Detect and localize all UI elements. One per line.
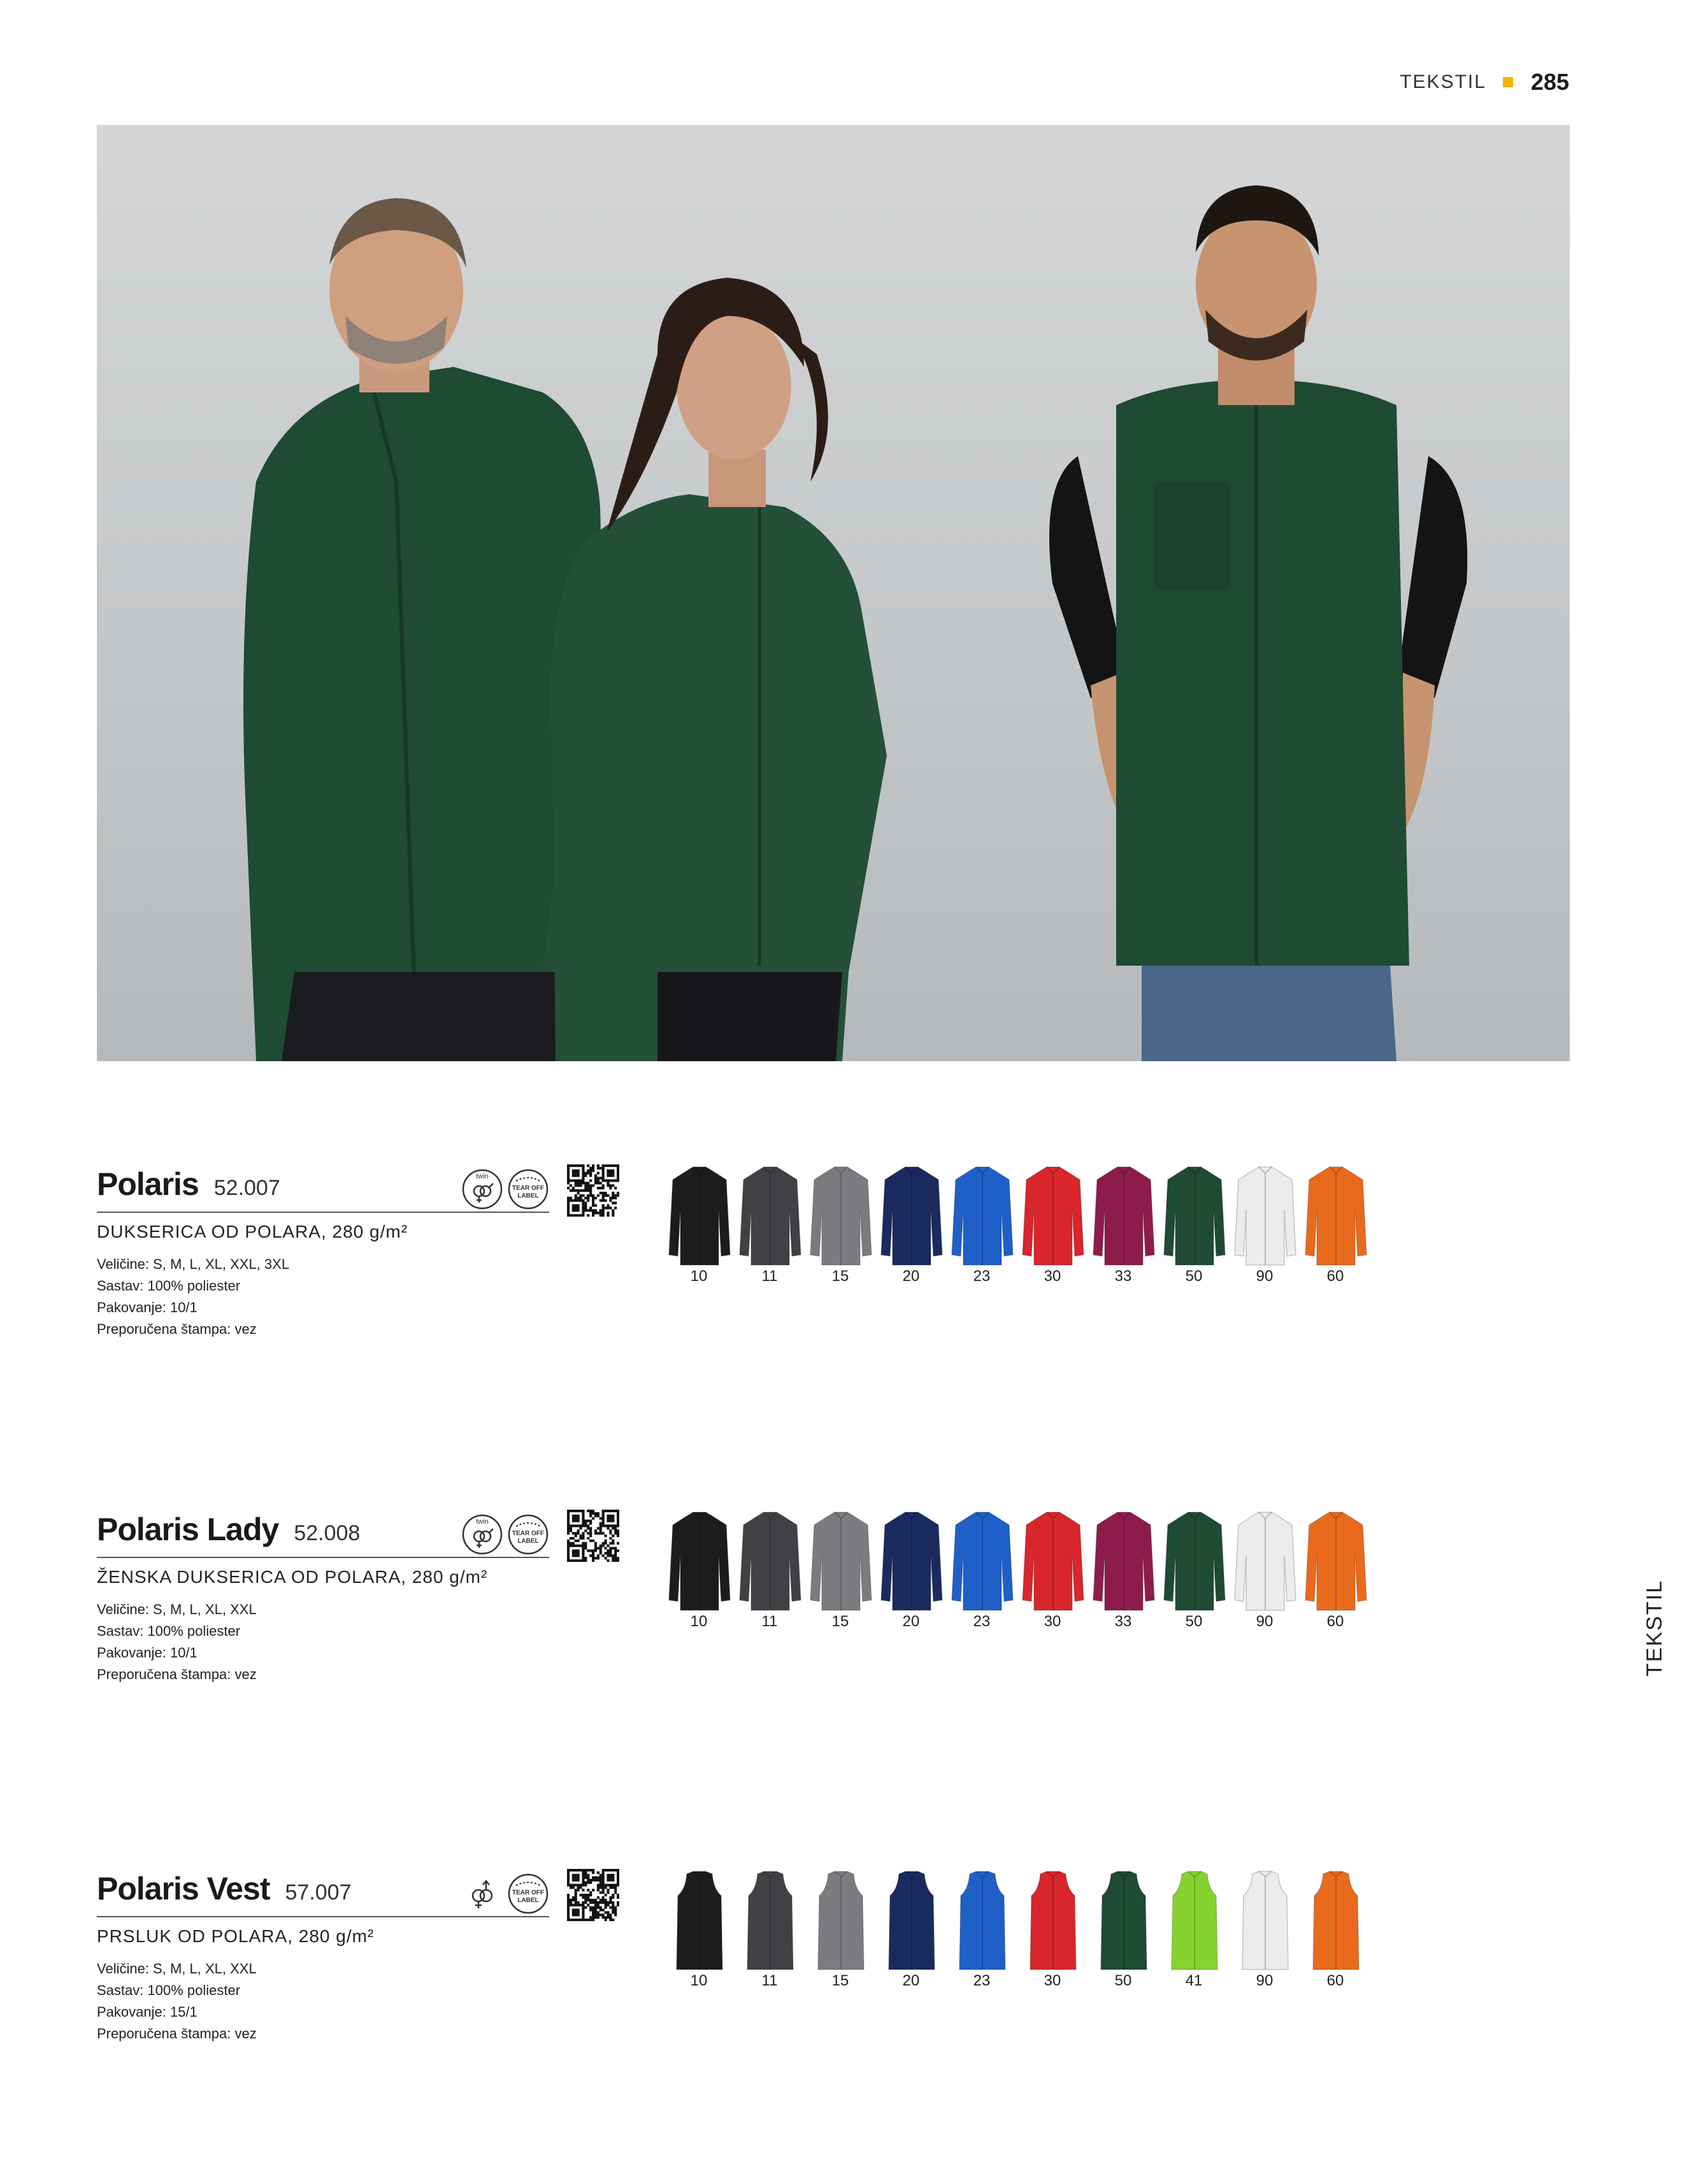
color-code: 11 [761,1268,778,1285]
model-man-vest [1049,185,1467,1061]
color-swatch[interactable] [664,1511,734,1632]
svg-text:twin: twin [476,1173,489,1180]
twin-gender-icon [461,1168,503,1210]
svg-text:LABEL: LABEL [517,1192,539,1199]
qr-code-icon[interactable] [567,1164,619,1217]
color-swatch[interactable] [947,1511,1017,1632]
color-swatch[interactable] [1159,1870,1229,1991]
unisex-gender-icon [461,1873,503,1915]
color-swatch[interactable] [1159,1511,1229,1632]
color-swatch[interactable] [1088,1870,1158,1991]
twin-gender-icon [461,1513,503,1556]
svg-text:TEAR OFF: TEAR OFF [512,1185,544,1192]
color-swatch[interactable] [664,1166,734,1287]
color-code: 50 [1114,1972,1132,1989]
product-code: 52.007 [213,1176,280,1200]
color-swatch[interactable] [735,1870,805,1991]
color-swatch-row [664,1870,1428,1998]
qr-code-icon[interactable] [567,1869,619,1921]
color-code: 60 [1326,1613,1344,1630]
color-swatch[interactable] [1300,1511,1370,1632]
color-swatch[interactable] [805,1511,875,1632]
product-block [97,1166,1435,1357]
color-code: 50 [1185,1613,1203,1630]
color-swatch[interactable] [947,1870,1017,1991]
color-swatch[interactable] [1230,1511,1300,1632]
side-section-label: TEKSTIL [1642,1580,1667,1677]
page-number: 285 [1530,69,1569,95]
product-spec: Veličine: S, M, L, XL, XXL, 3XL [97,1256,290,1272]
color-code: 90 [1256,1613,1274,1630]
color-code: 20 [902,1268,920,1285]
color-swatch[interactable] [805,1870,875,1991]
section-marker [1503,77,1513,87]
color-code: 11 [761,1613,778,1630]
color-code: 10 [690,1268,708,1285]
product-title [97,1166,280,1203]
color-code: 30 [1044,1972,1061,1989]
color-swatch[interactable] [1088,1166,1158,1287]
product-code: 52.008 [294,1521,361,1545]
color-swatch[interactable] [947,1166,1017,1287]
color-swatch[interactable] [1017,1511,1087,1632]
tear-off-label-icon [507,1168,549,1210]
svg-text:LABEL: LABEL [517,1538,539,1545]
product-name: Polaris [97,1166,199,1202]
svg-text:TEAR OFF: TEAR OFF [512,1889,544,1896]
product-spec: Veličine: S, M, L, XL, XXL [97,1961,257,1977]
color-code: 50 [1185,1268,1203,1285]
color-code: 90 [1256,1268,1274,1285]
product-block [97,1511,1435,1702]
product-spec: Preporučena štampa: vez [97,2026,257,2042]
product-subtitle: DUKSERICA OD POLARA, 280 g/m² [97,1222,408,1241]
product-subtitle: PRSLUK OD POLARA, 280 g/m² [97,1926,375,1946]
color-swatch[interactable] [805,1166,875,1287]
product-name: Polaris Vest [97,1871,270,1906]
svg-text:twin: twin [476,1518,489,1526]
color-swatch-row [664,1511,1428,1638]
color-code: 15 [831,1972,849,1989]
color-swatch-row [664,1166,1428,1293]
product-spec: Preporučena štampa: vez [97,1321,257,1337]
product-spec: Pakovanje: 15/1 [97,2004,197,2020]
color-code: 30 [1044,1268,1061,1285]
color-swatch[interactable] [664,1870,734,1991]
product-title [97,1870,352,1907]
tear-off-label-icon [507,1873,549,1915]
color-code: 33 [1114,1613,1132,1630]
product-spec: Preporučena štampa: vez [97,1666,257,1682]
color-code: 90 [1256,1972,1274,1989]
color-code: 10 [690,1613,708,1630]
product-specs [97,1599,257,1685]
color-swatch[interactable] [1088,1511,1158,1632]
color-code: 15 [831,1613,849,1630]
hero-photo [97,125,1570,1061]
title-divider [97,1557,549,1558]
color-code: 41 [1185,1972,1203,1989]
svg-text:LABEL: LABEL [517,1897,539,1904]
product-specs [97,1254,289,1340]
model-woman-jacket [543,278,887,1061]
color-code: 15 [831,1268,849,1285]
color-code: 20 [902,1613,920,1630]
color-swatch[interactable] [876,1870,946,1991]
section-name: TEKSTIL [1400,71,1486,92]
color-code: 23 [973,1613,991,1630]
product-spec: Pakovanje: 10/1 [97,1645,197,1661]
color-swatch[interactable] [876,1166,946,1287]
color-swatch[interactable] [1017,1166,1087,1287]
page-header [1400,69,1569,96]
tear-off-label-icon [507,1513,549,1556]
svg-text:TEAR OFF: TEAR OFF [512,1530,544,1537]
color-swatch[interactable] [876,1511,946,1632]
product-spec: Sastav: 100% poliester [97,1982,241,1998]
color-code: 60 [1326,1268,1344,1285]
product-spec: Sastav: 100% poliester [97,1623,241,1639]
color-code: 60 [1326,1972,1344,1989]
product-block [97,1870,1435,2061]
product-specs [97,1958,257,2045]
color-code: 23 [973,1972,991,1989]
product-subtitle: ŽENSKA DUKSERICA OD POLARA, 280 g/m² [97,1567,488,1587]
title-divider [97,1212,549,1213]
color-code: 10 [690,1972,708,1989]
color-swatch[interactable] [1300,1870,1370,1991]
product-code: 57.007 [285,1880,352,1905]
color-swatch[interactable] [1159,1166,1229,1287]
color-code: 23 [973,1268,991,1285]
title-divider [97,1916,549,1917]
color-swatch[interactable] [1300,1166,1370,1287]
color-swatch[interactable] [735,1166,805,1287]
color-swatch[interactable] [1230,1870,1300,1991]
product-spec: Pakovanje: 10/1 [97,1299,197,1315]
color-code: 30 [1044,1613,1061,1630]
color-swatch[interactable] [1230,1166,1300,1287]
product-spec: Veličine: S, M, L, XL, XXL [97,1601,257,1617]
product-spec: Sastav: 100% poliester [97,1278,241,1294]
color-code: 11 [761,1972,778,1989]
color-swatch[interactable] [1017,1870,1087,1991]
qr-code-icon[interactable] [567,1510,619,1562]
product-title [97,1511,360,1548]
product-name: Polaris Lady [97,1512,279,1547]
color-swatch[interactable] [735,1511,805,1632]
color-code: 33 [1114,1268,1132,1285]
color-code: 20 [902,1972,920,1989]
